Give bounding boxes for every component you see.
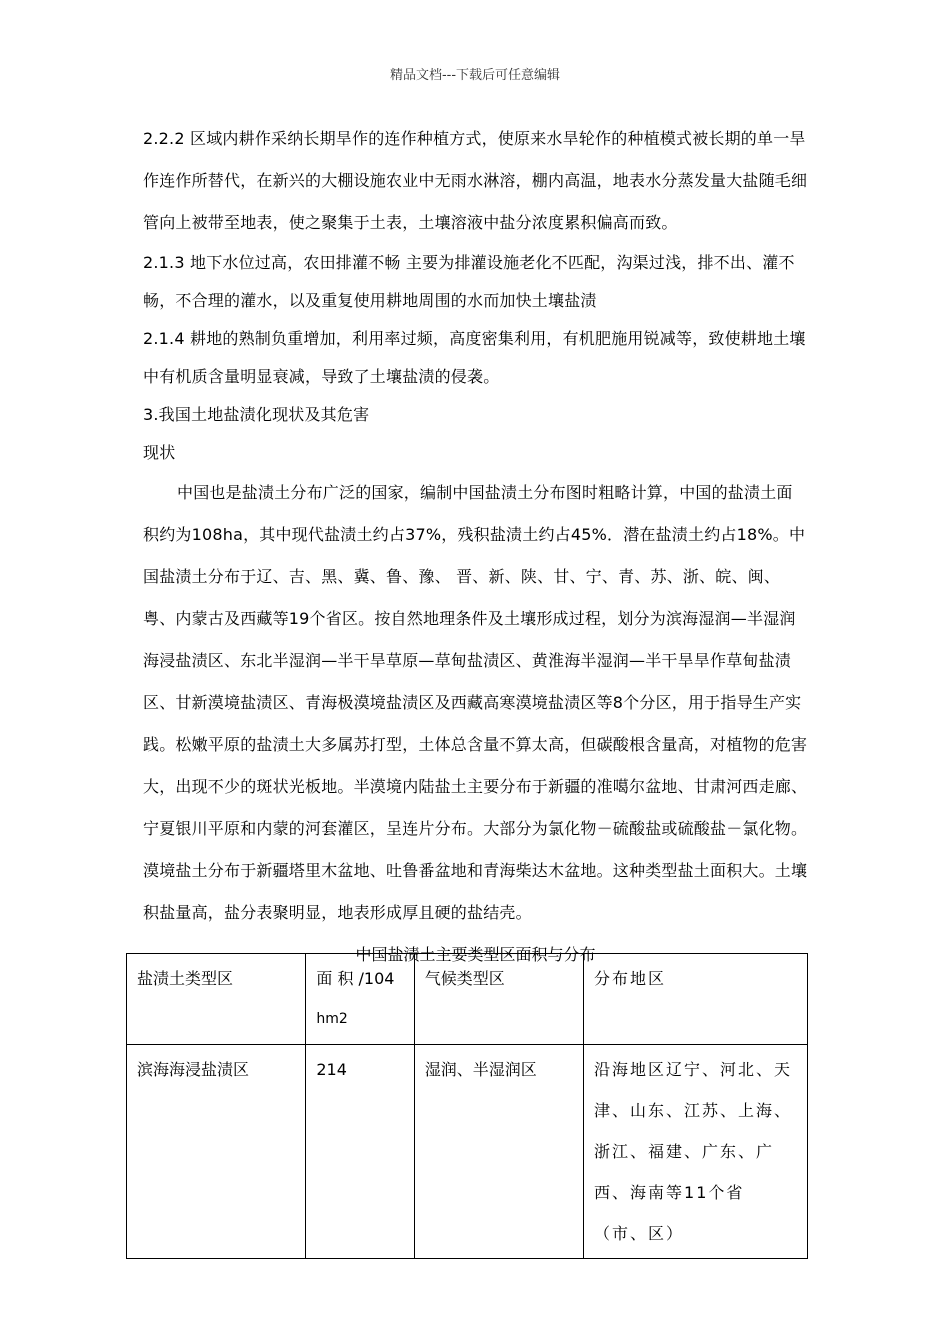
cell-type: 滨海海浸盐渍区 [127,1045,306,1259]
header-cell-type: 盐渍土类型区 [127,954,306,1045]
table-row [127,1045,808,1259]
header-area-label: 面 积 /104 [316,969,395,988]
table-header-row [127,954,808,1045]
header-cell-distribution: 分布地区 [584,954,808,1045]
header-cell-climate: 气候类型区 [414,954,583,1045]
page-header: 精品文档---下载后可任意编辑 [389,68,561,83]
paragraph-2-2-2: 2.2.2 区域内耕作采纳长期旱作的连作种植方式，使原来水旱轮作的种植模式被长期的单一旱作连作所替代，在新兴的大棚设施农业中无雨水淋溶，棚内高温，地表水分蒸发量大盐随毛细管向上被带至地表，使之聚集于土表，土壤溶液中盐分浓度累积偏高而致。 [143,129,808,232]
cell-distribution: 沿海地区辽宁、河北、天津、山东、江苏、上海、浙江、福建、广东、广西、海南等11个省（市、区） [584,1045,808,1259]
saline-soil-table [126,953,808,1259]
paragraph-status-body: 中国也是盐渍土分布广泛的国家，编制中国盐渍土分布图时粗略计算，中国的盐渍土面积约为108ha，其中现代盐渍土约占37%，残积盐渍土约占45%．潜在盐渍土约占18%。中国盐渍土分布于辽、吉、黑、冀、鲁、豫、 晋、新、陕、甘、宁、青、苏、浙、皖、闽、粤、内蒙古及西藏等19个省区。按自然地理条件及土壤形成过程，划分为滨海湿润—半湿润海浸盐渍区、东北半湿润—半干旱草原—草甸盐渍区、黄淮海半湿润—半干旱旱作草甸盐渍区、甘新漠境盐渍区、青海极漠境盐渍区及西藏高寒漠境盐渍区等8个分区，用于指导生产实践。松嫩平原的盐渍土大多属苏打型，土体总含量不算太高，但碳酸根含量高，对植物的危害大，出现不少的斑状光板地。半漠境内陆盐土主要分布于新疆的准噶尔盆地、甘肃河西走廊、宁夏银川平原和内蒙的河套灌区，呈连片分布。大部分为氯化物－硫酸盐或硫酸盐－氯化物。漠境盐土分布于新疆塔里木盆地、吐鲁番盆地和青海柴达木盆地。这种类型盐土面积大。土壤积盐量高，盐分表聚明显，地表形成厚且硬的盐结壳。 [143,483,808,922]
cell-climate: 湿润、半湿润区 [414,1045,583,1259]
table-caption: 中国盐渍土主要类型区面积与分布 [355,945,596,964]
subheading-status: 现状 [143,443,176,462]
paragraph-2-1-3: 2.1.3 地下水位过高，农田排灌不畅 主要为排灌设施老化不匹配，沟渠过浅，排不出、灌不畅，不合理的灌水，以及重复使用耕地周围的水而加快土壤盐渍 [143,253,795,310]
section-heading-3: 3.我国土地盐渍化现状及其危害 [143,405,370,424]
document-body [143,118,808,970]
header-area-unit: hm2 [316,1011,348,1027]
header-cell-area [306,954,414,1045]
paragraph-2-1-4: 2.1.4 耕地的熟制负重增加，利用率过频，高度密集利用，有机肥施用锐减等，致使耕地土壤中有机质含量明显衰减，导致了土壤盐渍的侵袭。 [143,329,806,386]
cell-area: 214 [306,1045,414,1259]
